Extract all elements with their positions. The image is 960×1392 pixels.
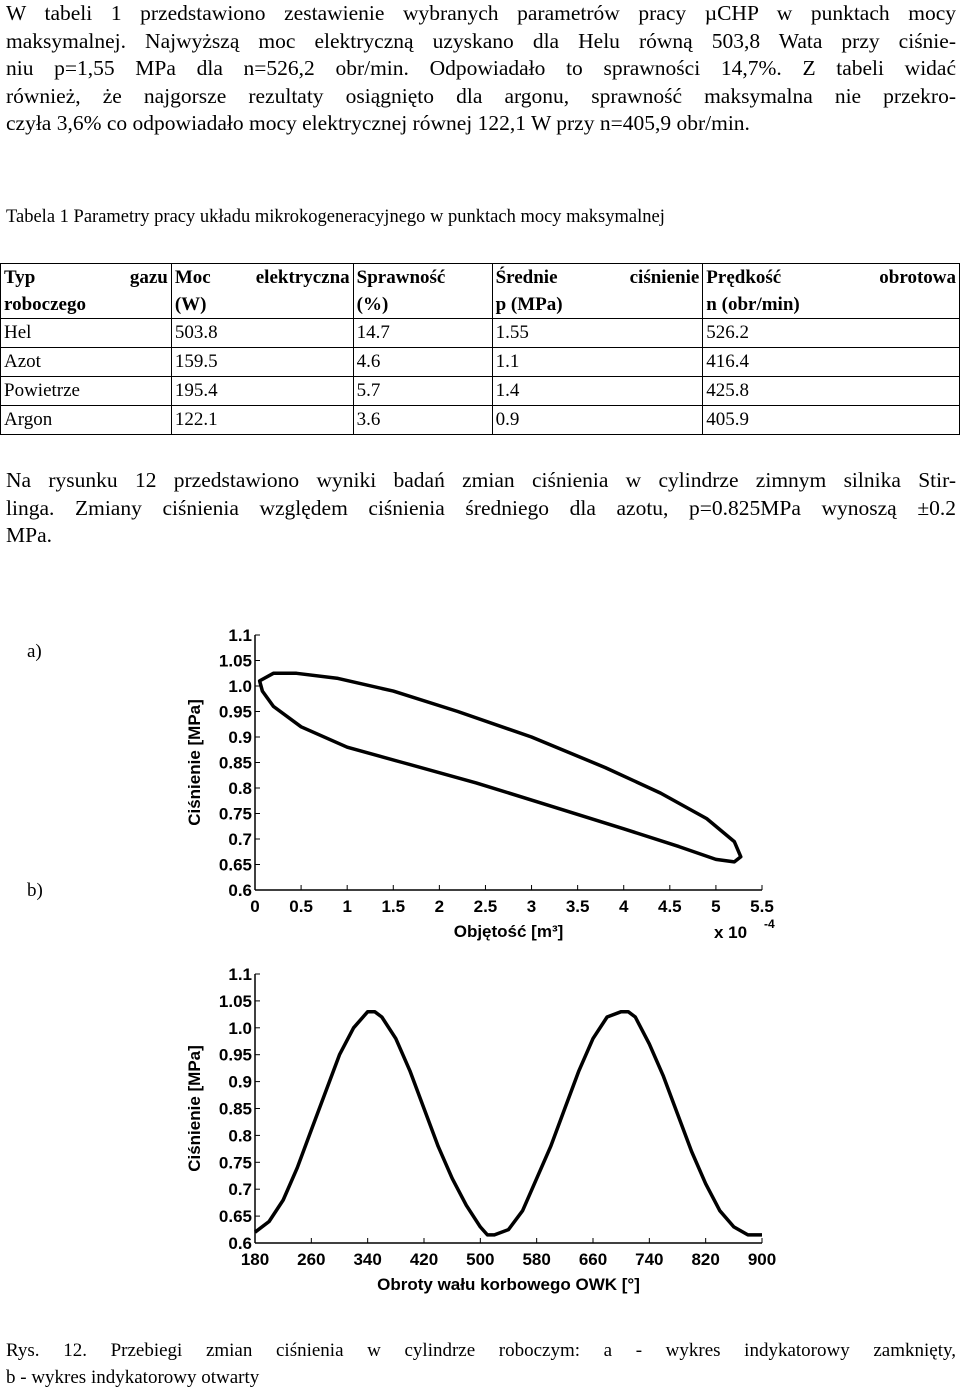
- table-cell: 159.5: [171, 348, 353, 377]
- text-line: niu p=1,55 MPa dla n=526,2 obr/min. Odpowiadało to sprawności 14,7%. Z tabeli widać: [6, 56, 956, 80]
- y-axis-label: Ciśnienie [MPa]: [185, 699, 204, 826]
- text-line: również, że najgorsze rezultaty osiągnięto dla argonu, sprawność maksymalna nie przekro-: [6, 83, 956, 108]
- table-cell: 425.8: [703, 377, 960, 406]
- table-row: [1, 406, 960, 435]
- x-tick-label: 4: [618, 897, 629, 916]
- y-tick-label: 1.1: [228, 626, 252, 645]
- x-tick-label: 500: [466, 1250, 495, 1269]
- table-cell: Argon: [1, 406, 172, 435]
- x-axis-multiplier: x 10: [714, 923, 748, 942]
- y-axis-label: Ciśnienie [MPa]: [185, 1045, 204, 1172]
- figure-label-b: b): [27, 880, 43, 901]
- x-tick-label: 2.5: [473, 897, 498, 916]
- table-cell: Powietrze: [1, 377, 172, 406]
- text-line: czyła 3,6% co odpowiadało mocy elektrycznej równej 122,1 W przy n=405,9 obr/min.: [6, 111, 750, 135]
- x-tick-label: 340: [353, 1250, 382, 1269]
- table-cell: 1.55: [492, 319, 703, 348]
- header-cell: Prędkość obrotowa n (obr/min): [703, 264, 960, 319]
- pressure-crank-angle-chart: [180, 962, 800, 1297]
- x-tick-label: 3.5: [565, 897, 590, 916]
- x-tick-label: 4.5: [657, 897, 682, 916]
- figure-caption-text: Przebiegi zmian ciśnienia w cylindrze roboczym: a - wykres indykatorowy zamknięty,: [110, 1340, 956, 1361]
- figure-caption-prefix: Rys.: [6, 1340, 40, 1361]
- table-caption: Tabela 1 Parametry pracy układu mikrokogeneracyjnego w punktach mocy maksymalnej: [6, 207, 665, 227]
- y-tick-label: 0.95: [218, 1045, 252, 1065]
- x-tick-label: 5: [711, 897, 721, 916]
- table-cell: 195.4: [171, 377, 353, 406]
- header-cell: Moc elektryczna (W): [171, 264, 353, 319]
- y-tick-label: 1.05: [218, 991, 252, 1011]
- y-tick-label: 0.7: [228, 1180, 252, 1200]
- x-tick-label: 580: [522, 1250, 551, 1269]
- y-tick-label: 0.75: [218, 804, 252, 824]
- parameters-table: [0, 263, 960, 435]
- header-cell: Typ gazu roboczego: [1, 264, 172, 319]
- header-cell: Średnie ciśnienie p (MPa): [492, 264, 703, 319]
- table-cell: 0.9: [492, 406, 703, 435]
- data-series-line: [255, 1012, 762, 1235]
- x-axis-label: Obroty wału korbowego OWK [°]: [377, 1275, 640, 1294]
- x-tick-label: 660: [578, 1250, 608, 1269]
- intro-paragraph: [6, 0, 956, 138]
- table-row: [1, 348, 960, 377]
- table-cell: Hel: [1, 319, 172, 348]
- y-tick-label: 0.8: [228, 779, 252, 798]
- text-line: MPa.: [6, 523, 52, 547]
- x-tick-label: 2: [434, 897, 445, 916]
- text-line: Na rysunku 12 przedstawiono wyniki badań zmian ciśnienia w cylindrze zimnym silnika Stir-: [6, 468, 956, 492]
- y-tick-label: 0.75: [218, 1153, 252, 1173]
- y-tick-label: 0.85: [218, 753, 252, 773]
- table-cell: 1.1: [492, 348, 703, 377]
- x-tick-label: 1: [342, 897, 352, 916]
- table-row: [1, 377, 960, 406]
- table-cell: 503.8: [171, 319, 353, 348]
- results-paragraph: [6, 467, 956, 550]
- x-tick-label: 3: [526, 897, 537, 916]
- table-row: [1, 319, 960, 348]
- x-tick-label: 900: [747, 1250, 777, 1269]
- x-tick-label: 1.5: [381, 897, 406, 916]
- y-tick-label: 0.95: [218, 702, 252, 722]
- pv-indicator-chart: [180, 620, 800, 950]
- x-tick-label: 820: [691, 1250, 720, 1269]
- y-tick-label: 0.65: [218, 1207, 252, 1227]
- y-tick-label: 1.05: [218, 651, 252, 671]
- table-cell: 1.4: [492, 377, 703, 406]
- table-header-row: [1, 264, 960, 319]
- y-tick-label: 0.6: [228, 881, 252, 900]
- y-tick-label: 0.9: [228, 728, 252, 747]
- y-tick-label: 0.6: [228, 1234, 252, 1253]
- table-cell: 405.9: [703, 406, 960, 435]
- table-cell: Azot: [1, 348, 172, 377]
- header-cell: Sprawność (%): [353, 264, 492, 319]
- x-tick-label: 260: [297, 1250, 326, 1269]
- y-tick-label: 0.65: [218, 855, 252, 875]
- data-series-line: [260, 673, 741, 862]
- x-tick-label: 180: [240, 1250, 270, 1269]
- y-tick-label: 1.0: [228, 677, 252, 696]
- table-cell: 3.6: [353, 406, 492, 435]
- y-tick-label: 1.1: [228, 965, 252, 984]
- figure-label-a: a): [27, 641, 42, 662]
- x-tick-label: 0: [250, 897, 260, 916]
- x-axis-multiplier-exponent: -4: [764, 917, 775, 931]
- text-line: linga. Zmiany ciśnienia względem ciśnienia średniego dla azotu, p=0.825MPa wynoszą ±0.2: [6, 495, 956, 520]
- y-tick-label: 0.85: [218, 1099, 252, 1119]
- table-cell: 122.1: [171, 406, 353, 435]
- table-cell: 14.7: [353, 319, 492, 348]
- y-tick-label: 0.9: [228, 1072, 252, 1092]
- x-axis-label: Objętość [m³]: [453, 922, 564, 941]
- figure-caption-line2: b - wykres indykatorowy otwarty: [6, 1367, 260, 1388]
- x-tick-label: 5.5: [750, 897, 774, 916]
- table-cell: 526.2: [703, 319, 960, 348]
- figure-caption: [6, 1337, 956, 1391]
- y-tick-label: 0.7: [228, 830, 252, 849]
- table-cell: 416.4: [703, 348, 960, 377]
- x-tick-label: 420: [409, 1250, 439, 1269]
- text-line: W tabeli 1 przedstawiono zestawienie wybranych parametrów pracy µCHP w punktach mocy: [6, 1, 956, 25]
- text-line: maksymalnej. Najwyższą moc elektryczną uzyskano dla Helu równą 503,8 Wata przy ciśnie-: [6, 28, 956, 53]
- x-tick-label: 740: [635, 1250, 664, 1269]
- y-tick-label: 0.8: [228, 1126, 252, 1146]
- table-cell: 4.6: [353, 348, 492, 377]
- y-tick-label: 1.0: [228, 1018, 252, 1038]
- x-tick-label: 0.5: [289, 897, 313, 916]
- table-cell: 5.7: [353, 377, 492, 406]
- figure-caption-number: 12.: [63, 1340, 87, 1361]
